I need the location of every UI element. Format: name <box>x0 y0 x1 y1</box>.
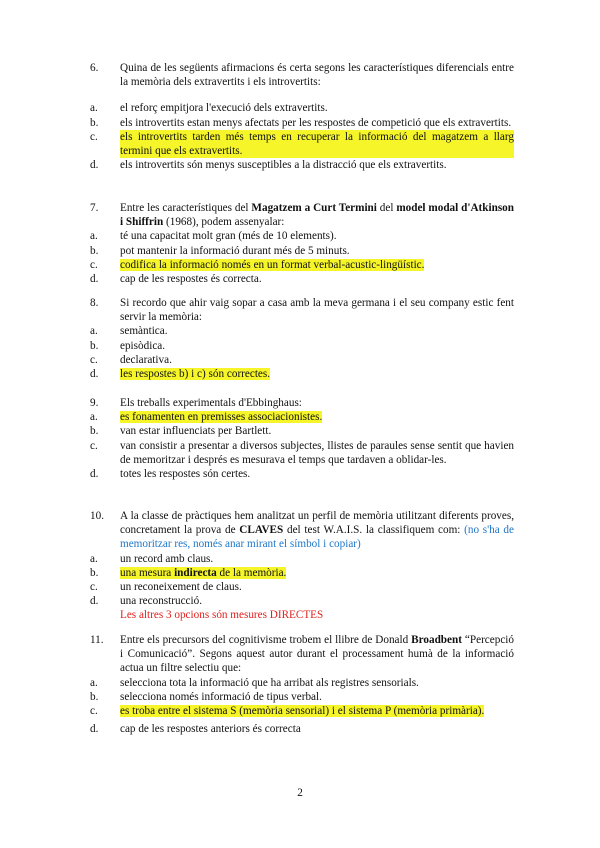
option-text: selecciona només informació de tipus verbal. <box>120 690 322 703</box>
option-text: els introvertits són menys susceptibles a la distracció que els extravertits. <box>120 159 447 172</box>
option-text: codifica la informació només en un format verbal-acustic-lingüístic. <box>120 258 425 271</box>
option-text: una reconstrucció. <box>120 595 203 608</box>
option-a <box>90 101 514 115</box>
question-6 <box>90 61 514 172</box>
question-7 <box>90 201 514 286</box>
option-text: el reforç empitjora l'execució dels extravertits. <box>120 102 328 115</box>
option-d <box>90 594 514 608</box>
option-text: les respostes b) i c) són correctes. <box>120 368 271 381</box>
option-text: van consistir a presentar a diversos subjectes, llistes de paraules sense sentit que havien de memoritzar i després es mesurava el temps que tardaven a oblidar-les. <box>120 439 514 466</box>
option-b <box>90 116 514 130</box>
option-letter: b. <box>90 690 99 703</box>
option-text: un record amb claus. <box>120 552 214 565</box>
option-letter: d. <box>90 368 99 381</box>
option-c <box>90 580 514 594</box>
question-9 <box>90 396 514 481</box>
option-c <box>90 439 514 467</box>
question-number: 9. <box>90 397 99 409</box>
option-d <box>90 158 514 172</box>
option-letter: c. <box>90 353 98 366</box>
option-letter: c. <box>90 439 98 452</box>
option-letter: a. <box>90 230 98 243</box>
option-text: una mesura indirecta de la memòria. <box>120 566 287 579</box>
option-b-highlighted <box>90 566 514 580</box>
option-text: un reconeixement de claus. <box>120 581 242 594</box>
question-number: 7. <box>90 202 99 214</box>
question-text: A la classe de pràctiques hem analitzat un perfil de memòria utilitzant diferents proves, concretament la prova de CLAVES del test W.A.I.S. la classifiquem com: (no s'ha de memoritzar res, només anar mirant el símbol i copiar) <box>120 510 514 551</box>
option-text: declarativa. <box>120 353 172 366</box>
option-letter: c. <box>90 258 98 271</box>
option-text: pot mantenir la informació durant més de 5 minuts. <box>120 244 350 257</box>
option-text: cap de les respostes anteriors és correcta <box>120 723 301 736</box>
option-letter: a. <box>90 102 98 115</box>
option-letter: a. <box>90 552 98 565</box>
option-b <box>90 690 514 704</box>
option-text: es fonamenten en premisses associacionistes. <box>120 411 323 424</box>
option-text: semàntica. <box>120 325 168 338</box>
option-letter: c. <box>90 130 98 143</box>
question-number: 8. <box>90 297 99 309</box>
question-10 <box>90 509 514 623</box>
option-letter: d. <box>90 159 99 172</box>
option-a-highlighted <box>90 410 514 424</box>
option-text: els introvertits estan menys afectats per les respostes de competició que els extravertits. <box>120 116 512 129</box>
option-b <box>90 244 514 258</box>
option-text: van estar influenciats per Bartlett. <box>120 425 272 438</box>
option-d-highlighted <box>90 367 514 381</box>
option-a <box>90 676 514 690</box>
option-a <box>90 324 514 338</box>
option-letter: d. <box>90 273 99 286</box>
question-note: (no s'ha de memoritzar res, només anar mirant el símbol i copiar) <box>120 524 514 551</box>
option-letter: d. <box>90 468 99 481</box>
option-letter: b. <box>90 339 99 352</box>
option-letter: b. <box>90 244 99 257</box>
option-letter: b. <box>90 116 99 129</box>
option-text: totes les respostes són certes. <box>120 468 251 481</box>
option-c <box>90 353 514 367</box>
option-c-highlighted <box>90 130 514 158</box>
option-d <box>90 467 514 481</box>
option-b <box>90 424 514 438</box>
option-text: té una capacitat molt gran (més de 10 elements). <box>120 230 337 243</box>
option-a <box>90 229 514 243</box>
option-c-highlighted <box>90 258 514 272</box>
option-text: es troba entre el sistema S (memòria sensorial) i el sistema P (memòria primària). <box>120 705 485 718</box>
option-letter: c. <box>90 581 98 594</box>
question-text: Els treballs experimentals d'Ebbinghaus: <box>120 397 302 409</box>
option-b <box>90 339 514 353</box>
question-number: 6. <box>90 62 99 74</box>
option-letter: b. <box>90 566 99 579</box>
option-text: els introvertits tarden més temps en recuperar la informació del magatzem a llarg termini que els extravertits. <box>120 130 514 158</box>
option-d <box>90 722 514 736</box>
question-number: 10. <box>90 510 104 522</box>
option-text: cap de les respostes és correcta. <box>120 273 262 286</box>
option-letter: c. <box>90 705 98 718</box>
option-text: selecciona tota la informació que ha arribat als registres sensorials. <box>120 676 419 689</box>
option-letter: a. <box>90 676 98 689</box>
question-text: Si recordo que ahir vaig sopar a casa amb la meva germana i el seu company estic fent servir la memòria: <box>120 297 514 324</box>
option-letter: a. <box>90 325 98 338</box>
question-text: Quina de les següents afirmacions és certa segons les característiques diferencials entre la memòria dels extravertits i els introvertits: <box>120 62 514 89</box>
question-11 <box>90 633 514 736</box>
option-d <box>90 272 514 286</box>
option-a <box>90 552 514 566</box>
option-text: episòdica. <box>120 339 166 352</box>
page-number: 2 <box>297 787 303 799</box>
option-letter: a. <box>90 411 98 424</box>
question-text: Entre les característiques del Magatzem a Curt Termini del model modal d'Atkinson i Shiffrin (1968), podem assenyalar: <box>120 202 514 229</box>
option-letter: b. <box>90 425 99 438</box>
answer-footnote: Les altres 3 opcions són mesures DIRECTES <box>120 609 324 622</box>
option-letter: d. <box>90 595 99 608</box>
question-8 <box>90 296 514 381</box>
question-number: 11. <box>90 634 104 646</box>
option-c-highlighted <box>90 704 514 718</box>
question-text: Entre els precursors del cognitivisme trobem el llibre de Donald Broadbent “Percepció i Comunicació”. Segons aquest autor durant el processament humà de la informació actua un filtre selectiu que: <box>120 634 514 675</box>
option-letter: d. <box>90 723 99 736</box>
